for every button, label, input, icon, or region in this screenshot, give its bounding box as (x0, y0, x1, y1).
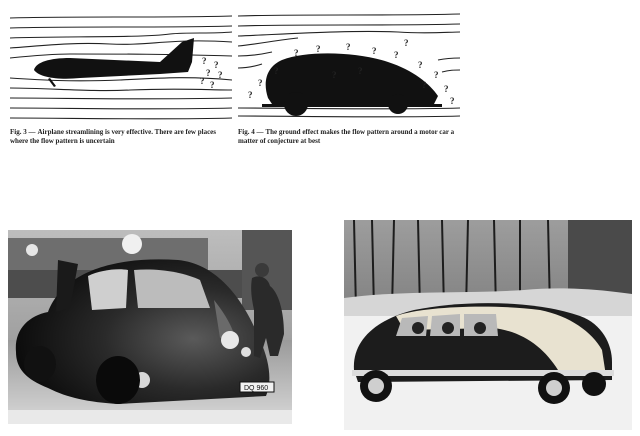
flow-question-mark: ? (274, 66, 279, 76)
flow-question-mark: ? (210, 80, 215, 90)
figure-4-car-flow (238, 10, 460, 122)
figure-3-airplane-flow (10, 12, 232, 122)
flow-question-mark: ? (200, 76, 205, 86)
flow-question-mark: ? (214, 60, 219, 70)
flow-question-mark: ? (434, 70, 439, 80)
figure-4-caption (238, 128, 460, 146)
figure-4-caption-text: The ground effect makes the flow pattern around a motor car a matter of conjecture at best (238, 128, 455, 145)
flow-question-mark: ? (294, 48, 299, 58)
figure-3-caption (10, 128, 232, 146)
photo-left-streamlined-car (8, 230, 292, 424)
car-flow-diagram (238, 10, 460, 122)
license-plate-text: DQ 960 (244, 385, 269, 392)
flow-question-mark: ? (346, 42, 351, 52)
flow-question-mark: ? (394, 50, 399, 60)
flow-question-mark: ? (218, 70, 223, 80)
flow-question-mark: ? (418, 60, 423, 70)
airplane-flow-diagram (10, 12, 232, 122)
flow-question-mark: ? (332, 70, 337, 80)
flow-question-mark: ? (206, 68, 211, 78)
flow-question-mark: ? (450, 96, 455, 106)
flow-question-mark: ? (422, 80, 427, 90)
flow-question-mark: ? (358, 66, 363, 76)
flow-question-mark: ? (202, 56, 207, 66)
figure-3-number: Fig. 3 — (10, 128, 36, 136)
figure-4-number: Fig. 4 — (238, 128, 264, 136)
flow-question-mark: ? (444, 84, 449, 94)
flow-question-mark: ? (372, 46, 377, 56)
right-photo-image (344, 220, 632, 430)
flow-question-mark: ? (258, 78, 263, 88)
flow-question-mark: ? (404, 38, 409, 48)
left-photo-image (8, 230, 292, 424)
figure-3-caption-text: Airplane streamlining is very effective. There are few places where the flow pattern is uncertain (10, 128, 217, 145)
photo-right-car-in-snow (344, 220, 632, 430)
flow-question-mark: ? (248, 90, 253, 100)
flow-question-mark: ? (316, 44, 321, 54)
